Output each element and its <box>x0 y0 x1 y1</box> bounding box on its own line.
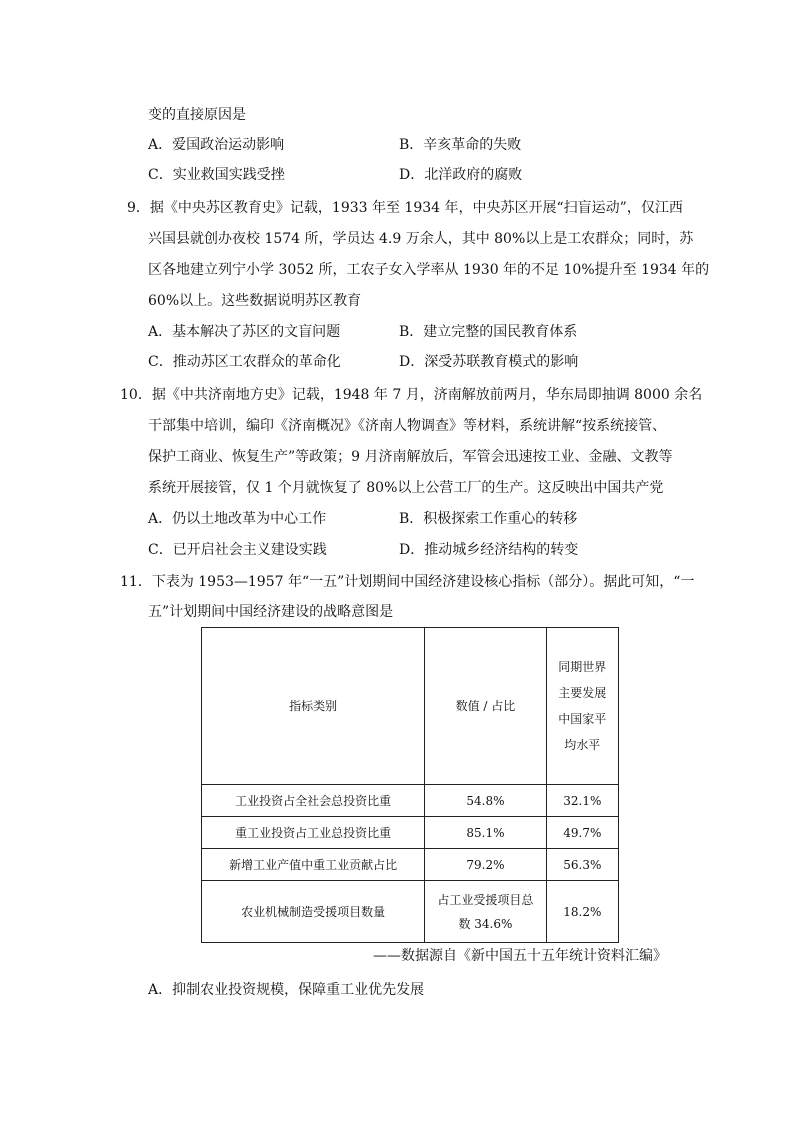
q9-option-a[interactable]: A．基本解决了苏区的文盲问题 <box>148 324 341 340</box>
q11-stem-line-2: 五”计划期间中国经济建设的战略意图是 <box>148 604 394 620</box>
q9-stem-line-2: 兴国县就创办夜校 1574 所，学员达 4.9 万余人，其中 80%以上是工农群众；同时，苏 <box>148 231 694 247</box>
q8-stem-tail: 变的直接原因是 <box>148 107 246 123</box>
q10-stem-line-1: 10．据《中共济南地方史》记载，1948 年 7 月，济南解放前两月，华东局即抽调 8000 余名 <box>120 387 703 403</box>
table-cell: 新增工业产值中重工业贡献占比 <box>202 849 425 881</box>
q10-option-c[interactable]: C．已开启社会主义建设实践 <box>148 542 327 558</box>
table-cell: 54.8% <box>425 785 546 817</box>
table-row <box>202 881 619 943</box>
q8-option-d[interactable]: D．北洋政府的腐败 <box>399 167 523 183</box>
q10-option-b[interactable]: B．积极探索工作重心的转移 <box>399 511 578 527</box>
table-cell: 农业机械制造受援项目数量 <box>202 881 425 943</box>
q9-option-c[interactable]: C．推动苏区工农群众的革命化 <box>148 354 341 370</box>
table-row <box>202 785 619 817</box>
table-cell: 85.1% <box>425 817 546 849</box>
q9-stem-line-4: 60%以上。这些数据说明苏区教育 <box>148 293 362 309</box>
q9-option-d[interactable]: D．深受苏联教育模式的影响 <box>399 354 579 370</box>
q10-stem-line-4: 系统开展接管，仅 1 个月就恢复了 80%以上公营工厂的生产。这反映出中国共产党 <box>148 480 664 496</box>
table-header-cell: 数值 / 占比 <box>425 628 546 785</box>
table-row <box>202 849 619 881</box>
table-cell: 32.1% <box>546 785 618 817</box>
table-cell: 49.7% <box>546 817 618 849</box>
q10-stem-line-2: 干部集中培训，编印《济南概况》《济南人物调查》等材料，系统讲解“按系统接管、 <box>148 418 667 434</box>
q10-option-d[interactable]: D．推动城乡经济结构的转变 <box>399 542 579 558</box>
q11-option-a[interactable]: A．抑制农业投资规模，保障重工业优先发展 <box>148 982 425 998</box>
q10-option-a[interactable]: A．仍以土地改革为中心工作 <box>148 511 327 527</box>
table-row <box>202 817 619 849</box>
q9-stem-line-3: 区各地建立列宁小学 3052 所，工农子女入学率从 1930 年的不足 10%提升至 1934 年的 <box>148 262 710 278</box>
table-cell: 18.2% <box>546 881 618 943</box>
table-header-cell: 指标类别 <box>202 628 425 785</box>
q9-stem-line-1: 9．据《中央苏区教育史》记载，1933 年至 1934 年，中央苏区开展“扫盲运动”，仅江西 <box>127 200 683 216</box>
table-cell: 56.3% <box>546 849 618 881</box>
table-cell: 79.2% <box>425 849 546 881</box>
q9-option-b[interactable]: B．建立完整的国民教育体系 <box>399 324 578 340</box>
q10-stem-line-3: 保护工商业、恢复生产”等政策；9 月济南解放后，军管会迅速按工业、金融、文教等 <box>148 449 673 465</box>
table-header-row <box>202 628 619 785</box>
table-header-cell: 同期世界主要发展中国家平均水平 <box>546 628 618 785</box>
q8-option-c[interactable]: C．实业救国实践受挫 <box>148 167 285 183</box>
indicator-table <box>201 627 619 943</box>
q11-stem-line-1: 11．下表为 1953—1957 年“一五”计划期间中国经济建设核心指标（部分）。据此可知，“一 <box>120 574 695 590</box>
q8-option-b[interactable]: B．辛亥革命的失败 <box>399 137 522 153</box>
table-cell: 重工业投资占工业总投资比重 <box>202 817 425 849</box>
table-cell: 占工业受援项目总数 34.6% <box>425 881 546 943</box>
table-source-note: ——数据源自《新中国五十五年统计资料汇编》 <box>373 948 667 964</box>
q8-option-a[interactable]: A．爱国政治运动影响 <box>148 137 285 153</box>
table-cell: 工业投资占全社会总投资比重 <box>202 785 425 817</box>
